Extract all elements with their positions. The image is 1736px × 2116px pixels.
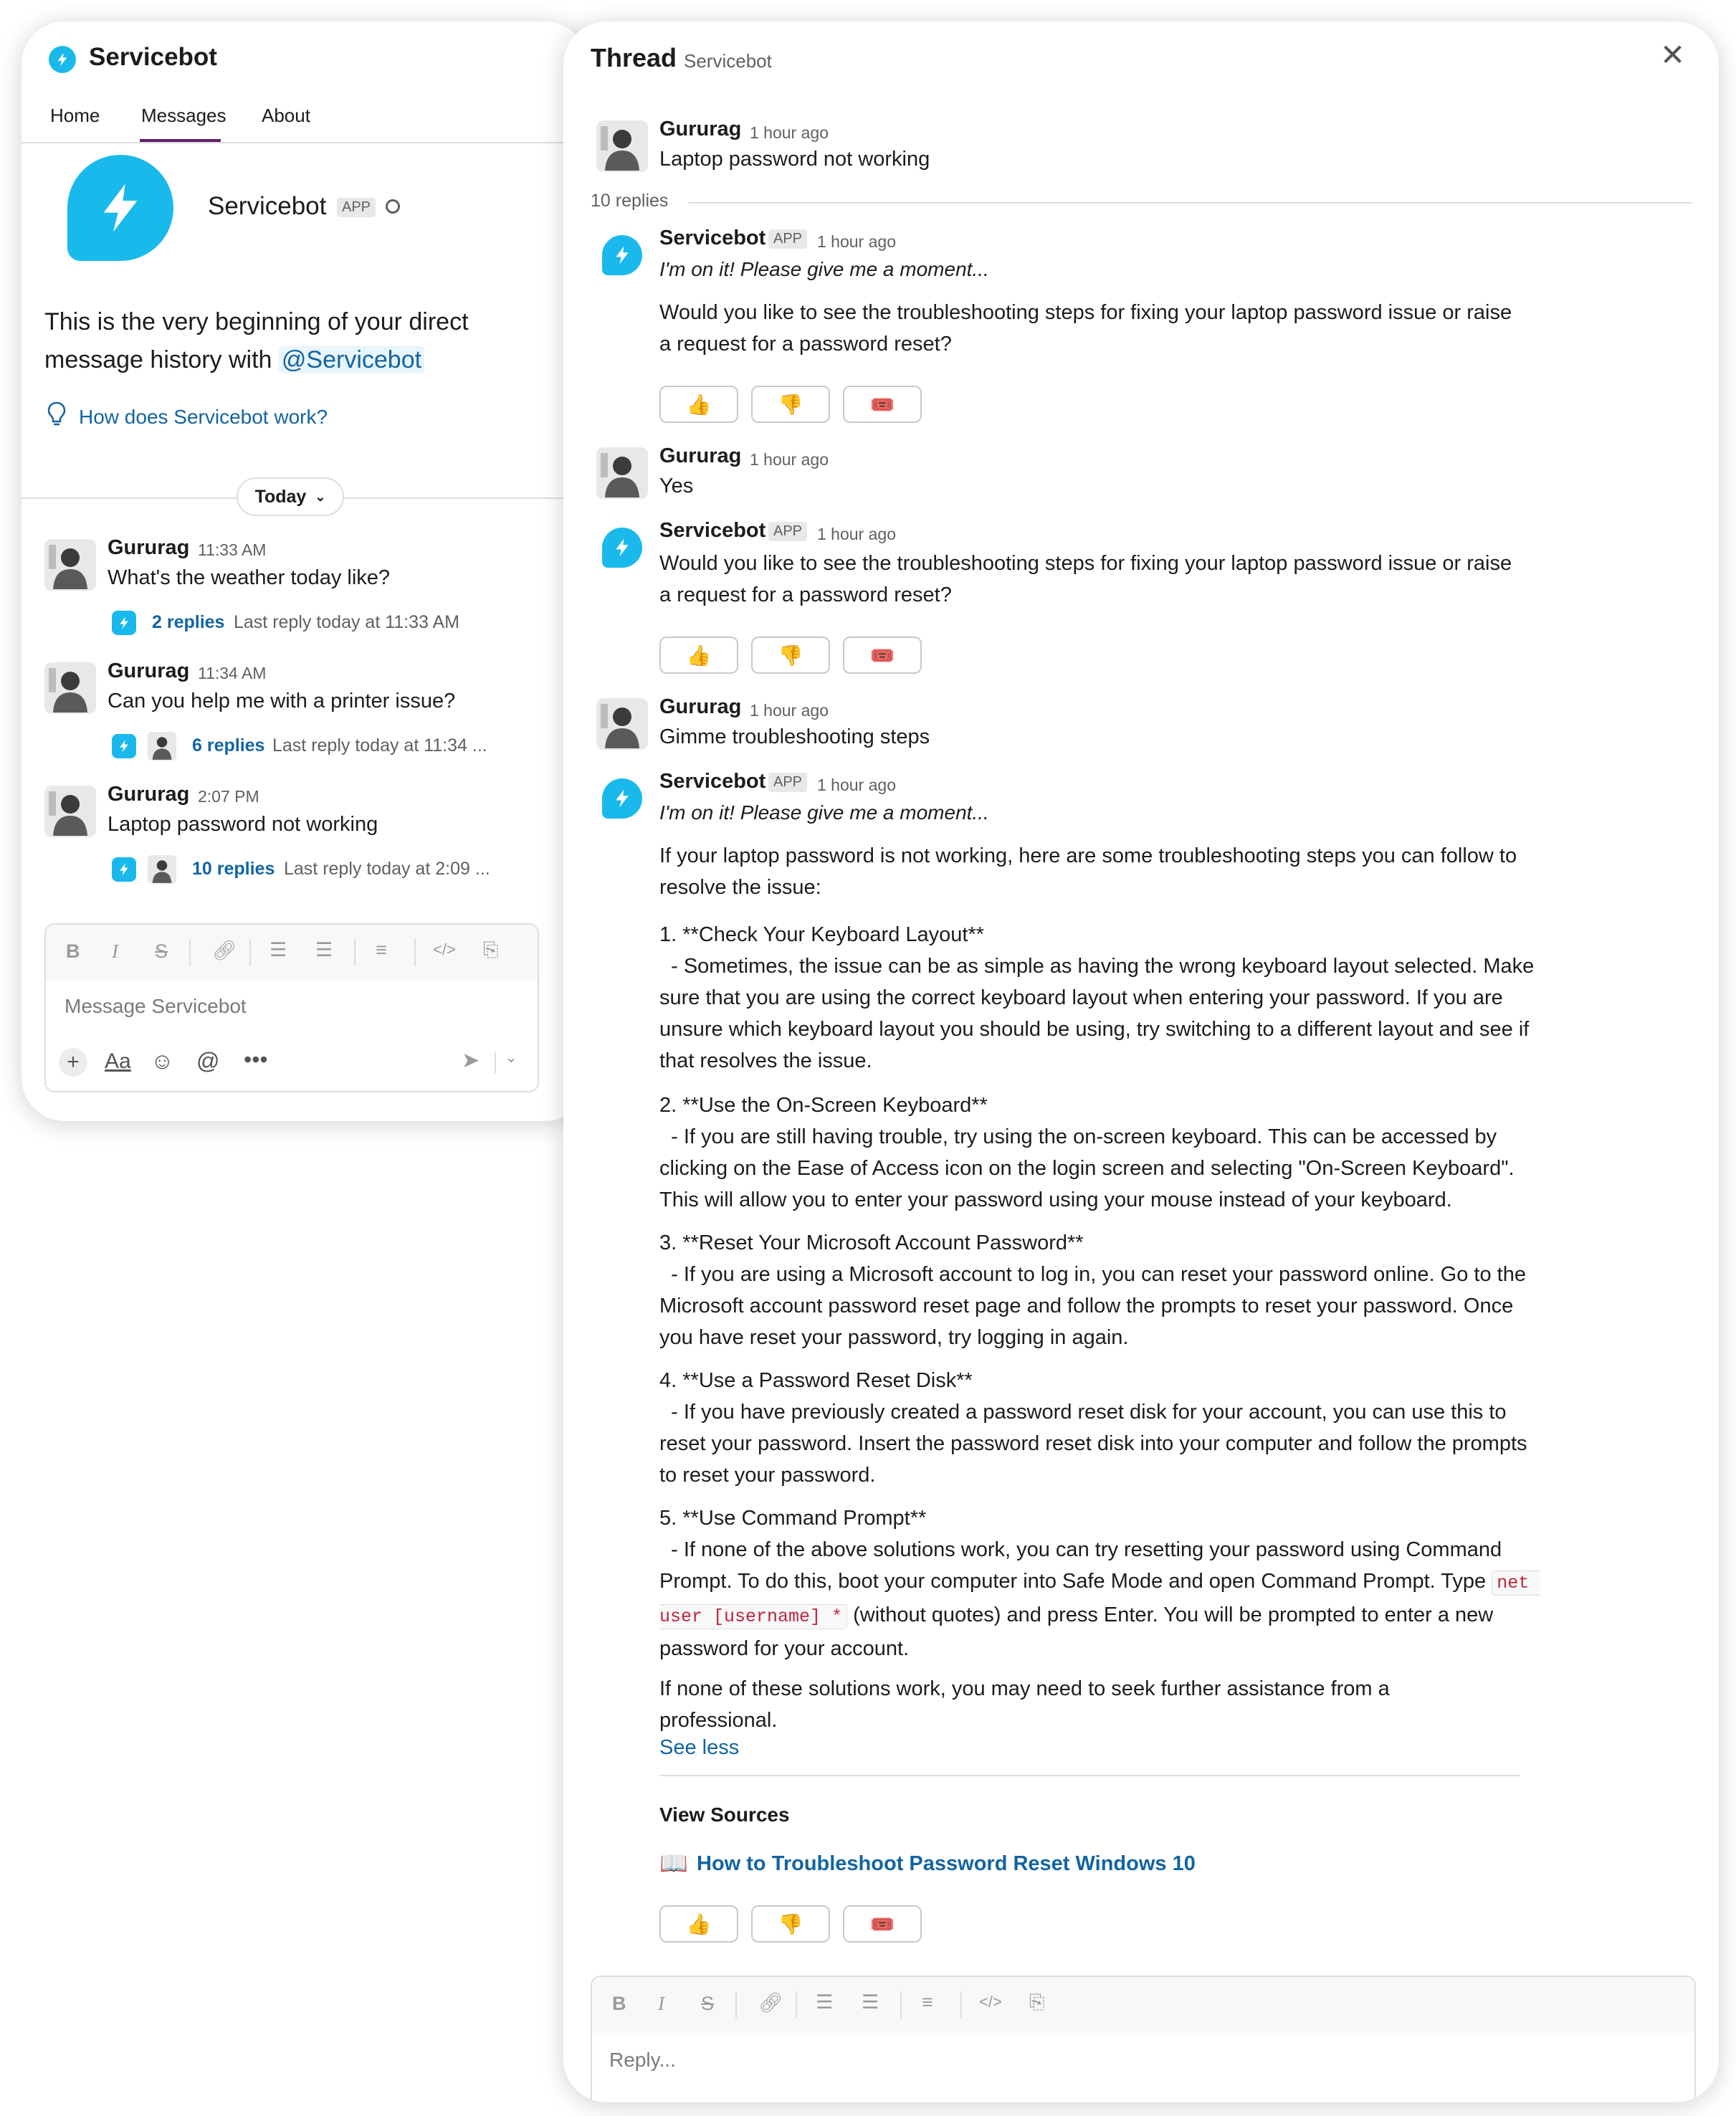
thumbs-up-icon: 👍: [686, 644, 712, 667]
code-icon[interactable]: </>: [979, 1993, 1002, 2011]
date-divider-pill[interactable]: [237, 477, 344, 516]
presence-icon: [386, 199, 400, 214]
message-text: Can you help me with a printer issue?: [108, 690, 456, 713]
toolbar-separator: [414, 939, 416, 966]
code-block-icon[interactable]: ⎘: [1029, 1991, 1045, 2013]
reply-composer: [591, 1976, 1696, 2102]
message-time: 1 hour ago: [750, 450, 829, 469]
toolbar-separator: [249, 939, 251, 966]
thread-subtitle: Servicebot: [684, 50, 772, 72]
blockquote-icon[interactable]: ≡: [376, 939, 387, 961]
servicebot-app-panel: [22, 22, 588, 1121]
see-less-link[interactable]: See less: [659, 1736, 740, 1759]
strikethrough-icon[interactable]: S: [701, 1993, 715, 2014]
thumbs-down-icon: 👎: [778, 644, 803, 667]
message-author[interactable]: Gururag: [659, 444, 742, 467]
message-time: 11:34 AM: [198, 664, 267, 682]
reply-avatar-servicebot-icon: [112, 611, 136, 635]
thumbs-down-button[interactable]: [751, 386, 830, 423]
avatar[interactable]: [596, 447, 648, 499]
servicebot-profile-icon: [67, 155, 173, 261]
book-icon: 📖: [659, 1850, 688, 1876]
message-author[interactable]: Gururag: [108, 536, 190, 559]
message-time: 1 hour ago: [817, 776, 896, 794]
servicebot-avatar-icon[interactable]: [602, 235, 642, 275]
toolbar-separator: [354, 939, 356, 966]
thumbs-up-button[interactable]: [659, 637, 738, 674]
servicebot-avatar-icon[interactable]: [602, 528, 642, 568]
step-heading: 5. **Use Command Prompt**: [659, 1507, 927, 1530]
ticket-button[interactable]: [843, 1905, 922, 1943]
replies-divider: [688, 202, 1692, 204]
last-reply-text: Last reply today at 2:09 ...: [284, 859, 490, 879]
replies-link[interactable]: 6 replies: [192, 735, 265, 756]
message-author[interactable]: Servicebot: [659, 227, 766, 249]
message-time: 11:33 AM: [198, 540, 267, 559]
inline-code: net user [username] *: [659, 1571, 1540, 1629]
message-author[interactable]: Servicebot: [659, 770, 766, 793]
step-heading: 2. **Use the On-Screen Keyboard**: [659, 1094, 988, 1117]
message-text: Would you like to see the troubleshooting steps for fixing your laptop password issue or raise a request for a password reset?: [659, 301, 1512, 356]
reply-input[interactable]: Reply...: [609, 2049, 676, 2071]
ticket-button[interactable]: [843, 637, 922, 674]
lightbulb-icon: [47, 401, 66, 431]
view-sources-heading: View Sources: [659, 1803, 790, 1826]
thumbs-up-button[interactable]: [659, 386, 738, 423]
strikethrough-icon[interactable]: S: [155, 940, 168, 962]
step-body: - If none of the above solutions work, you can try resetting your password using Command Prompt. To do this, boot your computer into Safe Mode and open Command Prompt. Type net user [username] * (without quotes) and press Enter. You will be prompted to enter a new password for your account.: [659, 1538, 1540, 1660]
thumbs-down-icon: 👎: [778, 1912, 803, 1935]
formatting-icon[interactable]: Aa: [105, 1049, 131, 1073]
bold-icon[interactable]: B: [66, 940, 80, 962]
ordered-list-icon[interactable]: ☰: [816, 1991, 834, 2013]
more-icon[interactable]: •••: [244, 1047, 268, 1072]
send-separator: [495, 1052, 496, 1074]
intro-text: This is the very beginning of your direct message history with @Servicebot: [44, 308, 469, 373]
servicebot-avatar-icon[interactable]: [602, 778, 642, 819]
message-time: 2:07 PM: [198, 787, 259, 806]
last-reply-text: Last reply today at 11:34 ...: [272, 735, 487, 756]
composer-input[interactable]: Message Servicebot: [65, 995, 247, 1017]
message-author[interactable]: Gururag: [108, 659, 190, 682]
code-icon[interactable]: </>: [433, 940, 456, 958]
app-badge: APP: [768, 229, 807, 249]
reply-avatar-servicebot-icon: [112, 857, 136, 882]
italic-icon[interactable]: I: [112, 940, 118, 962]
tab-messages[interactable]: Messages: [141, 105, 226, 126]
code-block-icon[interactable]: ⎘: [483, 939, 499, 961]
send-icon[interactable]: ➤: [462, 1049, 480, 1072]
answer-outro: If none of these solutions work, you may need to seek further assistance from a professional.: [659, 1677, 1390, 1732]
add-icon[interactable]: +: [59, 1048, 87, 1077]
reply-avatar-servicebot-icon: [112, 734, 136, 758]
step-heading: 3. **Reset Your Microsoft Account Password**: [659, 1231, 1084, 1254]
step-heading: 1. **Check Your Keyboard Layout**: [659, 923, 985, 946]
tabs-divider: [22, 142, 588, 143]
emoji-icon[interactable]: ☺: [151, 1048, 174, 1074]
toolbar-separator: [960, 1991, 962, 2019]
send-options-chevron-icon[interactable]: ⌄: [505, 1048, 518, 1066]
link-icon[interactable]: 🔗︎: [758, 1992, 783, 2013]
thread-title: Thread: [591, 43, 677, 72]
chevron-down-icon: ⌄: [315, 489, 326, 504]
step-body: - If you have previously created a password reset disk for your account, you can use this to reset your password. Insert the password reset disk into your computer and follow the prompts to reset your password.: [659, 1401, 1533, 1487]
date-divider-label: Today: [254, 486, 307, 507]
thumbs-up-icon: 👍: [686, 1912, 712, 1935]
thumbs-up-icon: 👍: [686, 393, 712, 416]
toolbar-separator: [796, 1991, 797, 2019]
message-author[interactable]: Servicebot: [659, 519, 766, 542]
step-5: [659, 1502, 1541, 1664]
message-text: Laptop password not working: [108, 813, 378, 836]
toolbar-separator: [900, 1991, 902, 2019]
message-text: Yes: [659, 475, 694, 497]
thumbs-down-button[interactable]: [751, 637, 830, 674]
mention-icon[interactable]: @: [196, 1048, 220, 1074]
message-author[interactable]: Gururag: [108, 783, 190, 806]
step-body: - If you are using a Microsoft account to log in, you can reset your password online. Go to the Microsoft account password reset page and follow the prompts to reset your password. Once you have reset your password, try logging in again.: [659, 1263, 1532, 1349]
avatar[interactable]: [44, 662, 96, 714]
step-1: [659, 919, 1541, 1077]
profile-name: Servicebot: [208, 192, 327, 220]
app-badge: APP: [768, 773, 807, 792]
ticket-icon: 🎟️: [869, 644, 895, 667]
toolbar-separator: [735, 1991, 737, 2019]
servicebot-mention[interactable]: @Servicebot: [279, 346, 424, 373]
avatar[interactable]: [44, 539, 96, 591]
composer-toolbar: [592, 1977, 1694, 2033]
toolbar-separator: [189, 939, 191, 966]
thumbs-down-icon: 👎: [778, 393, 803, 416]
message-time: 1 hour ago: [750, 701, 829, 720]
message-author[interactable]: Gururag: [659, 695, 742, 718]
bold-icon[interactable]: B: [612, 1993, 626, 2014]
italic-icon[interactable]: I: [658, 1993, 664, 2014]
composer-toolbar: [46, 925, 538, 981]
ordered-list-icon[interactable]: ☰: [270, 939, 287, 961]
last-reply-text: Last reply today at 11:33 AM: [234, 612, 460, 632]
message-text: Would you like to see the troubleshooting steps for fixing your laptop password issue or raise a request for a password reset?: [659, 552, 1512, 606]
message-text: Gimme troubleshooting steps: [659, 725, 930, 748]
sources-divider: [659, 1775, 1520, 1776]
thumbs-up-button[interactable]: [659, 1905, 738, 1943]
tab-home[interactable]: Home: [50, 105, 100, 126]
ticket-button[interactable]: [843, 386, 922, 423]
message-time: 1 hour ago: [817, 232, 896, 251]
step-4: [659, 1365, 1541, 1491]
avatar[interactable]: [44, 786, 96, 837]
avatar[interactable]: [596, 698, 648, 750]
message-text: What's the weather today like?: [108, 566, 391, 589]
step-3: [659, 1227, 1541, 1353]
reply-avatar-user: [148, 732, 176, 761]
app-badge: APP: [768, 522, 807, 541]
help-link[interactable]: How does Servicebot work?: [79, 406, 328, 428]
bulleted-list-icon[interactable]: ☰: [315, 939, 333, 961]
bulleted-list-icon[interactable]: ☰: [862, 1991, 879, 2013]
ack-text: I'm on it! Please give me a moment...: [659, 801, 989, 824]
step-body: - If you are still having trouble, try using the on-screen keyboard. This can be accessed by clicking on the Ease of Access icon on the login screen and selecting "On-Screen Keyboard". This will allow you to enter your password using your mouse instead of your keyboard.: [659, 1125, 1520, 1211]
replies-count: 10 replies: [591, 191, 669, 211]
step-2: [659, 1090, 1541, 1216]
step-body: - Sometimes, the issue can be as simple as having the wrong keyboard layout selected. Make sure that you are using the correct keyboard layout when entering your password. If you are unsure which keyboard layout you should be using, try switching to a different layout and see if that resolves the issue.: [659, 955, 1540, 1072]
servicebot-logo-icon: [49, 46, 76, 73]
link-icon[interactable]: 🔗︎: [212, 940, 237, 961]
thread-panel: [563, 22, 1719, 2102]
ticket-icon: 🎟️: [869, 393, 895, 416]
reply-avatar-user: [148, 855, 176, 884]
app-name: Servicebot: [89, 43, 217, 71]
step-heading: 4. **Use a Password Reset Disk**: [659, 1369, 973, 1392]
ticket-icon: 🎟️: [869, 1912, 895, 1935]
message-time: 1 hour ago: [817, 525, 896, 543]
source-link[interactable]: How to Troubleshoot Password Reset Windows 10: [697, 1852, 1196, 1875]
message-text: Laptop password not working: [659, 148, 930, 171]
avatar[interactable]: [596, 120, 648, 172]
app-badge: APP: [337, 198, 376, 217]
close-icon[interactable]: ✕: [1660, 38, 1686, 72]
replies-link[interactable]: 2 replies: [152, 612, 225, 632]
tab-about[interactable]: About: [262, 105, 310, 126]
thumbs-down-button[interactable]: [751, 1905, 830, 1943]
answer-intro: If your laptop password is not working, here are some troubleshooting steps you can follow to resolve the issue:: [659, 844, 1517, 899]
blockquote-icon[interactable]: ≡: [922, 1991, 933, 2013]
ack-text: I'm on it! Please give me a moment...: [659, 258, 989, 280]
message-time: 1 hour ago: [750, 123, 829, 142]
replies-link[interactable]: 10 replies: [192, 859, 275, 879]
message-author[interactable]: Gururag: [659, 118, 742, 140]
message-composer: [44, 923, 539, 1092]
